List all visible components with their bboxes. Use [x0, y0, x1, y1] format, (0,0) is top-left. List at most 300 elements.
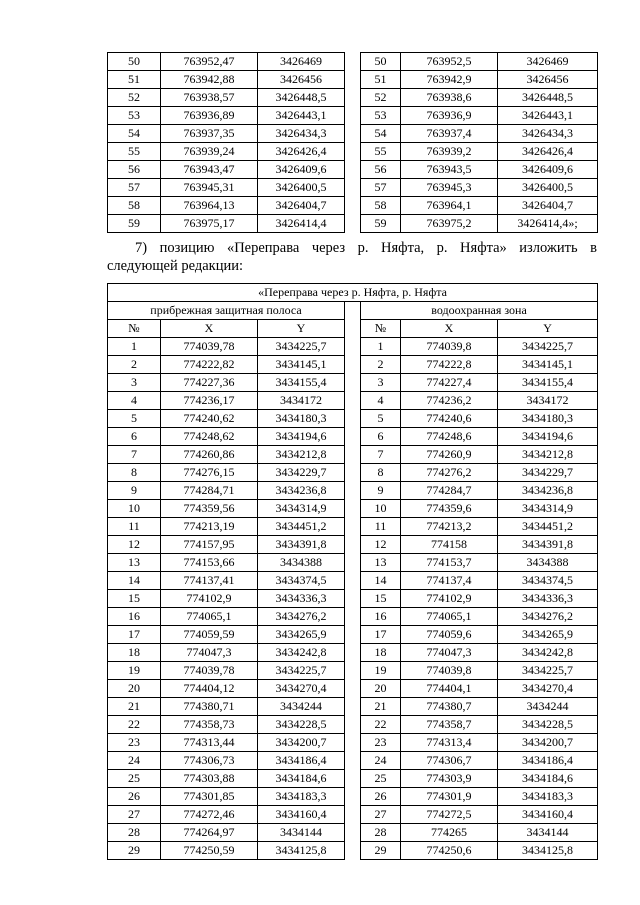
left-y-cell: 3426469	[258, 53, 345, 71]
top-table-body	[108, 53, 598, 233]
left-point-no: 1	[108, 338, 161, 356]
left-x-cell: 774222,82	[161, 356, 258, 374]
column-gap	[345, 161, 361, 179]
right-point-no: 11	[361, 518, 401, 536]
left-col-no-header: №	[108, 320, 161, 338]
left-x-cell: 763975,17	[161, 215, 258, 233]
right-x-cell: 774306,7	[401, 752, 498, 770]
table-row	[108, 125, 598, 143]
right-y-cell: 3426426,4	[498, 143, 598, 161]
left-y-cell: 3434183,3	[258, 788, 345, 806]
right-y-cell: 3426443,1	[498, 107, 598, 125]
right-y-cell: 3426409,6	[498, 161, 598, 179]
left-point-no: 53	[108, 107, 161, 125]
right-x-cell: 774158	[401, 536, 498, 554]
column-gap	[345, 374, 361, 392]
column-gap	[345, 554, 361, 572]
right-y-cell: 3434244	[498, 698, 598, 716]
coordinates-table-continued	[107, 52, 598, 233]
right-point-no: 15	[361, 590, 401, 608]
right-x-cell: 774047,3	[401, 644, 498, 662]
left-y-cell: 3434270,4	[258, 680, 345, 698]
column-gap	[345, 356, 361, 374]
left-x-cell: 763936,89	[161, 107, 258, 125]
left-y-cell: 3434186,4	[258, 752, 345, 770]
left-point-no: 56	[108, 161, 161, 179]
right-y-cell: 3426456	[498, 71, 598, 89]
right-x-cell: 774213,2	[401, 518, 498, 536]
table-title-row	[108, 284, 598, 302]
right-point-no: 9	[361, 482, 401, 500]
left-x-cell: 774039,78	[161, 338, 258, 356]
left-x-cell: 763964,13	[161, 197, 258, 215]
right-col-no-header: №	[361, 320, 401, 338]
left-x-cell: 774303,88	[161, 770, 258, 788]
left-x-cell: 774359,56	[161, 500, 258, 518]
column-gap	[345, 734, 361, 752]
column-gap	[345, 197, 361, 215]
left-x-cell: 774153,66	[161, 554, 258, 572]
column-gap	[345, 107, 361, 125]
column-gap	[345, 482, 361, 500]
left-point-no: 29	[108, 842, 161, 860]
left-y-cell: 3434225,7	[258, 662, 345, 680]
right-x-cell: 774250,6	[401, 842, 498, 860]
left-point-no: 51	[108, 71, 161, 89]
column-gap	[345, 644, 361, 662]
left-point-no: 57	[108, 179, 161, 197]
column-gap	[345, 536, 361, 554]
right-y-cell: 3434225,7	[498, 338, 598, 356]
column-gap	[345, 338, 361, 356]
right-col-y-header: Y	[498, 320, 598, 338]
column-gap	[345, 698, 361, 716]
left-y-cell: 3426443,1	[258, 107, 345, 125]
right-col-x-header: X	[401, 320, 498, 338]
left-x-cell: 774047,3	[161, 644, 258, 662]
left-point-no: 54	[108, 125, 161, 143]
right-y-cell: 3426448,5	[498, 89, 598, 107]
left-x-cell: 774039,78	[161, 662, 258, 680]
table-row	[108, 500, 598, 518]
column-gap	[345, 680, 361, 698]
table-row	[108, 107, 598, 125]
column-gap	[345, 215, 361, 233]
table-row	[108, 662, 598, 680]
left-x-cell: 763942,88	[161, 71, 258, 89]
right-y-cell: 3434160,4	[498, 806, 598, 824]
table-row	[108, 374, 598, 392]
left-point-no: 25	[108, 770, 161, 788]
table-row	[108, 626, 598, 644]
left-point-no: 50	[108, 53, 161, 71]
table-row	[108, 734, 598, 752]
right-x-cell: 774284,7	[401, 482, 498, 500]
table-row	[108, 356, 598, 374]
right-point-no: 18	[361, 644, 401, 662]
table-row	[108, 716, 598, 734]
right-x-cell: 774065,1	[401, 608, 498, 626]
left-point-no: 22	[108, 716, 161, 734]
left-point-no: 24	[108, 752, 161, 770]
left-y-cell: 3426426,4	[258, 143, 345, 161]
left-point-no: 14	[108, 572, 161, 590]
right-point-no: 54	[361, 125, 401, 143]
table-row	[108, 572, 598, 590]
table-title: «Переправа через р. Няфта, р. Няфта	[108, 284, 598, 302]
column-gap	[345, 590, 361, 608]
left-x-cell: 774227,36	[161, 374, 258, 392]
right-y-cell: 3434314,9	[498, 500, 598, 518]
zone-header-row	[108, 302, 598, 320]
right-point-no: 10	[361, 500, 401, 518]
right-point-no: 28	[361, 824, 401, 842]
left-x-cell: 763937,35	[161, 125, 258, 143]
left-point-no: 18	[108, 644, 161, 662]
right-y-cell: 3434155,4	[498, 374, 598, 392]
right-point-no: 23	[361, 734, 401, 752]
table-row	[108, 71, 598, 89]
left-x-cell: 774313,44	[161, 734, 258, 752]
table-row	[108, 644, 598, 662]
main-table-body	[108, 284, 598, 860]
table-row	[108, 608, 598, 626]
column-gap	[345, 824, 361, 842]
right-x-cell: 763943,5	[401, 161, 498, 179]
right-x-cell: 774380,7	[401, 698, 498, 716]
column-gap	[345, 842, 361, 860]
table-row	[108, 446, 598, 464]
right-x-cell: 774240,6	[401, 410, 498, 428]
left-point-no: 59	[108, 215, 161, 233]
table-row	[108, 179, 598, 197]
left-x-cell: 774102,9	[161, 590, 258, 608]
left-point-no: 52	[108, 89, 161, 107]
right-point-no: 24	[361, 752, 401, 770]
right-point-no: 16	[361, 608, 401, 626]
table-row	[108, 554, 598, 572]
left-x-cell: 763945,31	[161, 179, 258, 197]
left-point-no: 5	[108, 410, 161, 428]
table-row	[108, 53, 598, 71]
left-y-cell: 3434160,4	[258, 806, 345, 824]
left-point-no: 3	[108, 374, 161, 392]
right-y-cell: 3434225,7	[498, 662, 598, 680]
column-gap	[345, 143, 361, 161]
right-x-cell: 774313,4	[401, 734, 498, 752]
left-point-no: 8	[108, 464, 161, 482]
right-y-cell: 3434265,9	[498, 626, 598, 644]
right-y-cell: 3434228,5	[498, 716, 598, 734]
left-y-cell: 3434144	[258, 824, 345, 842]
left-y-cell: 3426400,5	[258, 179, 345, 197]
right-x-cell: 763975,2	[401, 215, 498, 233]
right-y-cell: 3426434,3	[498, 125, 598, 143]
left-zone-header: прибрежная защитная полоса	[108, 302, 345, 320]
right-x-cell: 774227,4	[401, 374, 498, 392]
right-x-cell: 774301,9	[401, 788, 498, 806]
right-x-cell: 774137,4	[401, 572, 498, 590]
left-x-cell: 763952,47	[161, 53, 258, 71]
right-x-cell: 774102,9	[401, 590, 498, 608]
right-y-cell: 3426414,4»;	[498, 215, 598, 233]
left-point-no: 9	[108, 482, 161, 500]
column-gap	[345, 320, 361, 338]
right-point-no: 14	[361, 572, 401, 590]
table-row	[108, 392, 598, 410]
right-y-cell: 3434172	[498, 392, 598, 410]
right-x-cell: 774276,2	[401, 464, 498, 482]
right-y-cell: 3434336,3	[498, 590, 598, 608]
left-y-cell: 3434336,3	[258, 590, 345, 608]
left-y-cell: 3434194,6	[258, 428, 345, 446]
column-gap	[345, 518, 361, 536]
right-x-cell: 774236,2	[401, 392, 498, 410]
right-point-no: 3	[361, 374, 401, 392]
right-y-cell: 3434276,2	[498, 608, 598, 626]
right-y-cell: 3434391,8	[498, 536, 598, 554]
left-point-no: 23	[108, 734, 161, 752]
right-point-no: 13	[361, 554, 401, 572]
column-gap	[345, 608, 361, 626]
left-x-cell: 774059,59	[161, 626, 258, 644]
right-y-cell: 3434388	[498, 554, 598, 572]
right-x-cell: 774272,5	[401, 806, 498, 824]
left-point-no: 12	[108, 536, 161, 554]
column-gap	[345, 770, 361, 788]
left-point-no: 21	[108, 698, 161, 716]
table-row	[108, 464, 598, 482]
column-gap	[345, 71, 361, 89]
left-point-no: 13	[108, 554, 161, 572]
left-x-cell: 774260,86	[161, 446, 258, 464]
crossing-coordinates-table	[107, 283, 598, 860]
left-x-cell: 774380,71	[161, 698, 258, 716]
right-y-cell: 3434194,6	[498, 428, 598, 446]
right-y-cell: 3434145,1	[498, 356, 598, 374]
right-x-cell: 774404,1	[401, 680, 498, 698]
left-y-cell: 3426414,4	[258, 215, 345, 233]
left-point-no: 4	[108, 392, 161, 410]
column-gap	[345, 788, 361, 806]
right-point-no: 58	[361, 197, 401, 215]
right-point-no: 8	[361, 464, 401, 482]
right-y-cell: 3426400,5	[498, 179, 598, 197]
right-point-no: 21	[361, 698, 401, 716]
left-x-cell: 763939,24	[161, 143, 258, 161]
right-point-no: 29	[361, 842, 401, 860]
left-x-cell: 763943,47	[161, 161, 258, 179]
right-x-cell: 763942,9	[401, 71, 498, 89]
right-y-cell: 3434125,8	[498, 842, 598, 860]
right-point-no: 57	[361, 179, 401, 197]
left-point-no: 27	[108, 806, 161, 824]
column-gap	[345, 806, 361, 824]
column-gap	[345, 392, 361, 410]
left-x-cell: 774065,1	[161, 608, 258, 626]
right-x-cell: 763952,5	[401, 53, 498, 71]
left-y-cell: 3434451,2	[258, 518, 345, 536]
left-x-cell: 774157,95	[161, 536, 258, 554]
right-y-cell: 3434180,3	[498, 410, 598, 428]
left-point-no: 6	[108, 428, 161, 446]
table-row	[108, 698, 598, 716]
table-row	[108, 806, 598, 824]
column-gap	[345, 572, 361, 590]
right-y-cell: 3426469	[498, 53, 598, 71]
right-y-cell: 3434212,8	[498, 446, 598, 464]
left-col-y-header: Y	[258, 320, 345, 338]
right-point-no: 1	[361, 338, 401, 356]
left-y-cell: 3434242,8	[258, 644, 345, 662]
column-gap	[345, 428, 361, 446]
left-y-cell: 3434184,6	[258, 770, 345, 788]
right-point-no: 55	[361, 143, 401, 161]
right-point-no: 27	[361, 806, 401, 824]
table-row	[108, 788, 598, 806]
left-col-x-header: X	[161, 320, 258, 338]
left-y-cell: 3426404,7	[258, 197, 345, 215]
table-row	[108, 752, 598, 770]
table-row	[108, 197, 598, 215]
table-row	[108, 143, 598, 161]
left-x-cell: 774358,73	[161, 716, 258, 734]
right-x-cell: 774265	[401, 824, 498, 842]
left-point-no: 58	[108, 197, 161, 215]
column-gap	[345, 53, 361, 71]
left-x-cell: 774137,41	[161, 572, 258, 590]
left-point-no: 55	[108, 143, 161, 161]
left-x-cell: 774404,12	[161, 680, 258, 698]
table-row	[108, 590, 598, 608]
left-y-cell: 3434276,2	[258, 608, 345, 626]
column-gap	[345, 464, 361, 482]
right-point-no: 25	[361, 770, 401, 788]
table-row	[108, 824, 598, 842]
table-row	[108, 680, 598, 698]
right-x-cell: 774039,8	[401, 662, 498, 680]
left-y-cell: 3434145,1	[258, 356, 345, 374]
left-x-cell: 774301,85	[161, 788, 258, 806]
left-y-cell: 3426456	[258, 71, 345, 89]
left-x-cell: 774213,19	[161, 518, 258, 536]
right-point-no: 53	[361, 107, 401, 125]
left-point-no: 19	[108, 662, 161, 680]
right-y-cell: 3434236,8	[498, 482, 598, 500]
column-gap	[345, 662, 361, 680]
right-y-cell: 3434451,2	[498, 518, 598, 536]
left-x-cell: 774276,15	[161, 464, 258, 482]
left-y-cell: 3434229,7	[258, 464, 345, 482]
table-row	[108, 518, 598, 536]
left-y-cell: 3434172	[258, 392, 345, 410]
table-row	[108, 428, 598, 446]
right-point-no: 51	[361, 71, 401, 89]
left-y-cell: 3426448,5	[258, 89, 345, 107]
left-y-cell: 3434180,3	[258, 410, 345, 428]
left-y-cell: 3434391,8	[258, 536, 345, 554]
right-point-no: 12	[361, 536, 401, 554]
left-point-no: 17	[108, 626, 161, 644]
right-point-no: 52	[361, 89, 401, 107]
left-y-cell: 3434388	[258, 554, 345, 572]
right-point-no: 50	[361, 53, 401, 71]
column-gap	[345, 500, 361, 518]
left-x-cell: 774236,17	[161, 392, 258, 410]
left-y-cell: 3434314,9	[258, 500, 345, 518]
table-row	[108, 161, 598, 179]
table-row	[108, 482, 598, 500]
right-x-cell: 763945,3	[401, 179, 498, 197]
left-x-cell: 774240,62	[161, 410, 258, 428]
right-x-cell: 774359,6	[401, 500, 498, 518]
right-x-cell: 763964,1	[401, 197, 498, 215]
right-point-no: 2	[361, 356, 401, 374]
paragraph-line-1: 7) позицию «Переправа через р. Няфта, р. Няфта» изложить в	[135, 240, 597, 256]
left-y-cell: 3434236,8	[258, 482, 345, 500]
table-row	[108, 842, 598, 860]
right-x-cell: 774222,8	[401, 356, 498, 374]
left-y-cell: 3434125,8	[258, 842, 345, 860]
right-x-cell: 774358,7	[401, 716, 498, 734]
right-x-cell: 774059,6	[401, 626, 498, 644]
right-point-no: 22	[361, 716, 401, 734]
left-y-cell: 3434212,8	[258, 446, 345, 464]
left-x-cell: 774272,46	[161, 806, 258, 824]
table-row	[108, 770, 598, 788]
left-x-cell: 774306,73	[161, 752, 258, 770]
left-point-no: 11	[108, 518, 161, 536]
column-header-row	[108, 320, 598, 338]
right-x-cell: 763938,6	[401, 89, 498, 107]
left-y-cell: 3426409,6	[258, 161, 345, 179]
left-point-no: 16	[108, 608, 161, 626]
column-gap	[345, 716, 361, 734]
right-point-no: 26	[361, 788, 401, 806]
right-point-no: 7	[361, 446, 401, 464]
right-x-cell: 763937,4	[401, 125, 498, 143]
left-point-no: 26	[108, 788, 161, 806]
right-zone-header: водоохранная зона	[361, 302, 598, 320]
column-gap	[345, 446, 361, 464]
left-point-no: 10	[108, 500, 161, 518]
right-y-cell: 3434229,7	[498, 464, 598, 482]
right-y-cell: 3434374,5	[498, 572, 598, 590]
right-point-no: 4	[361, 392, 401, 410]
column-gap	[345, 179, 361, 197]
left-point-no: 28	[108, 824, 161, 842]
right-point-no: 5	[361, 410, 401, 428]
right-y-cell: 3434183,3	[498, 788, 598, 806]
column-gap	[345, 752, 361, 770]
table-row	[108, 215, 598, 233]
right-x-cell: 774153,7	[401, 554, 498, 572]
right-y-cell: 3426404,7	[498, 197, 598, 215]
column-gap	[345, 410, 361, 428]
column-gap	[345, 302, 361, 320]
right-point-no: 56	[361, 161, 401, 179]
right-y-cell: 3434270,4	[498, 680, 598, 698]
left-point-no: 7	[108, 446, 161, 464]
right-x-cell: 774260,9	[401, 446, 498, 464]
right-y-cell: 3434200,7	[498, 734, 598, 752]
left-y-cell: 3434228,5	[258, 716, 345, 734]
left-x-cell: 774284,71	[161, 482, 258, 500]
column-gap	[345, 125, 361, 143]
table-row	[108, 338, 598, 356]
right-point-no: 20	[361, 680, 401, 698]
table-row	[108, 89, 598, 107]
